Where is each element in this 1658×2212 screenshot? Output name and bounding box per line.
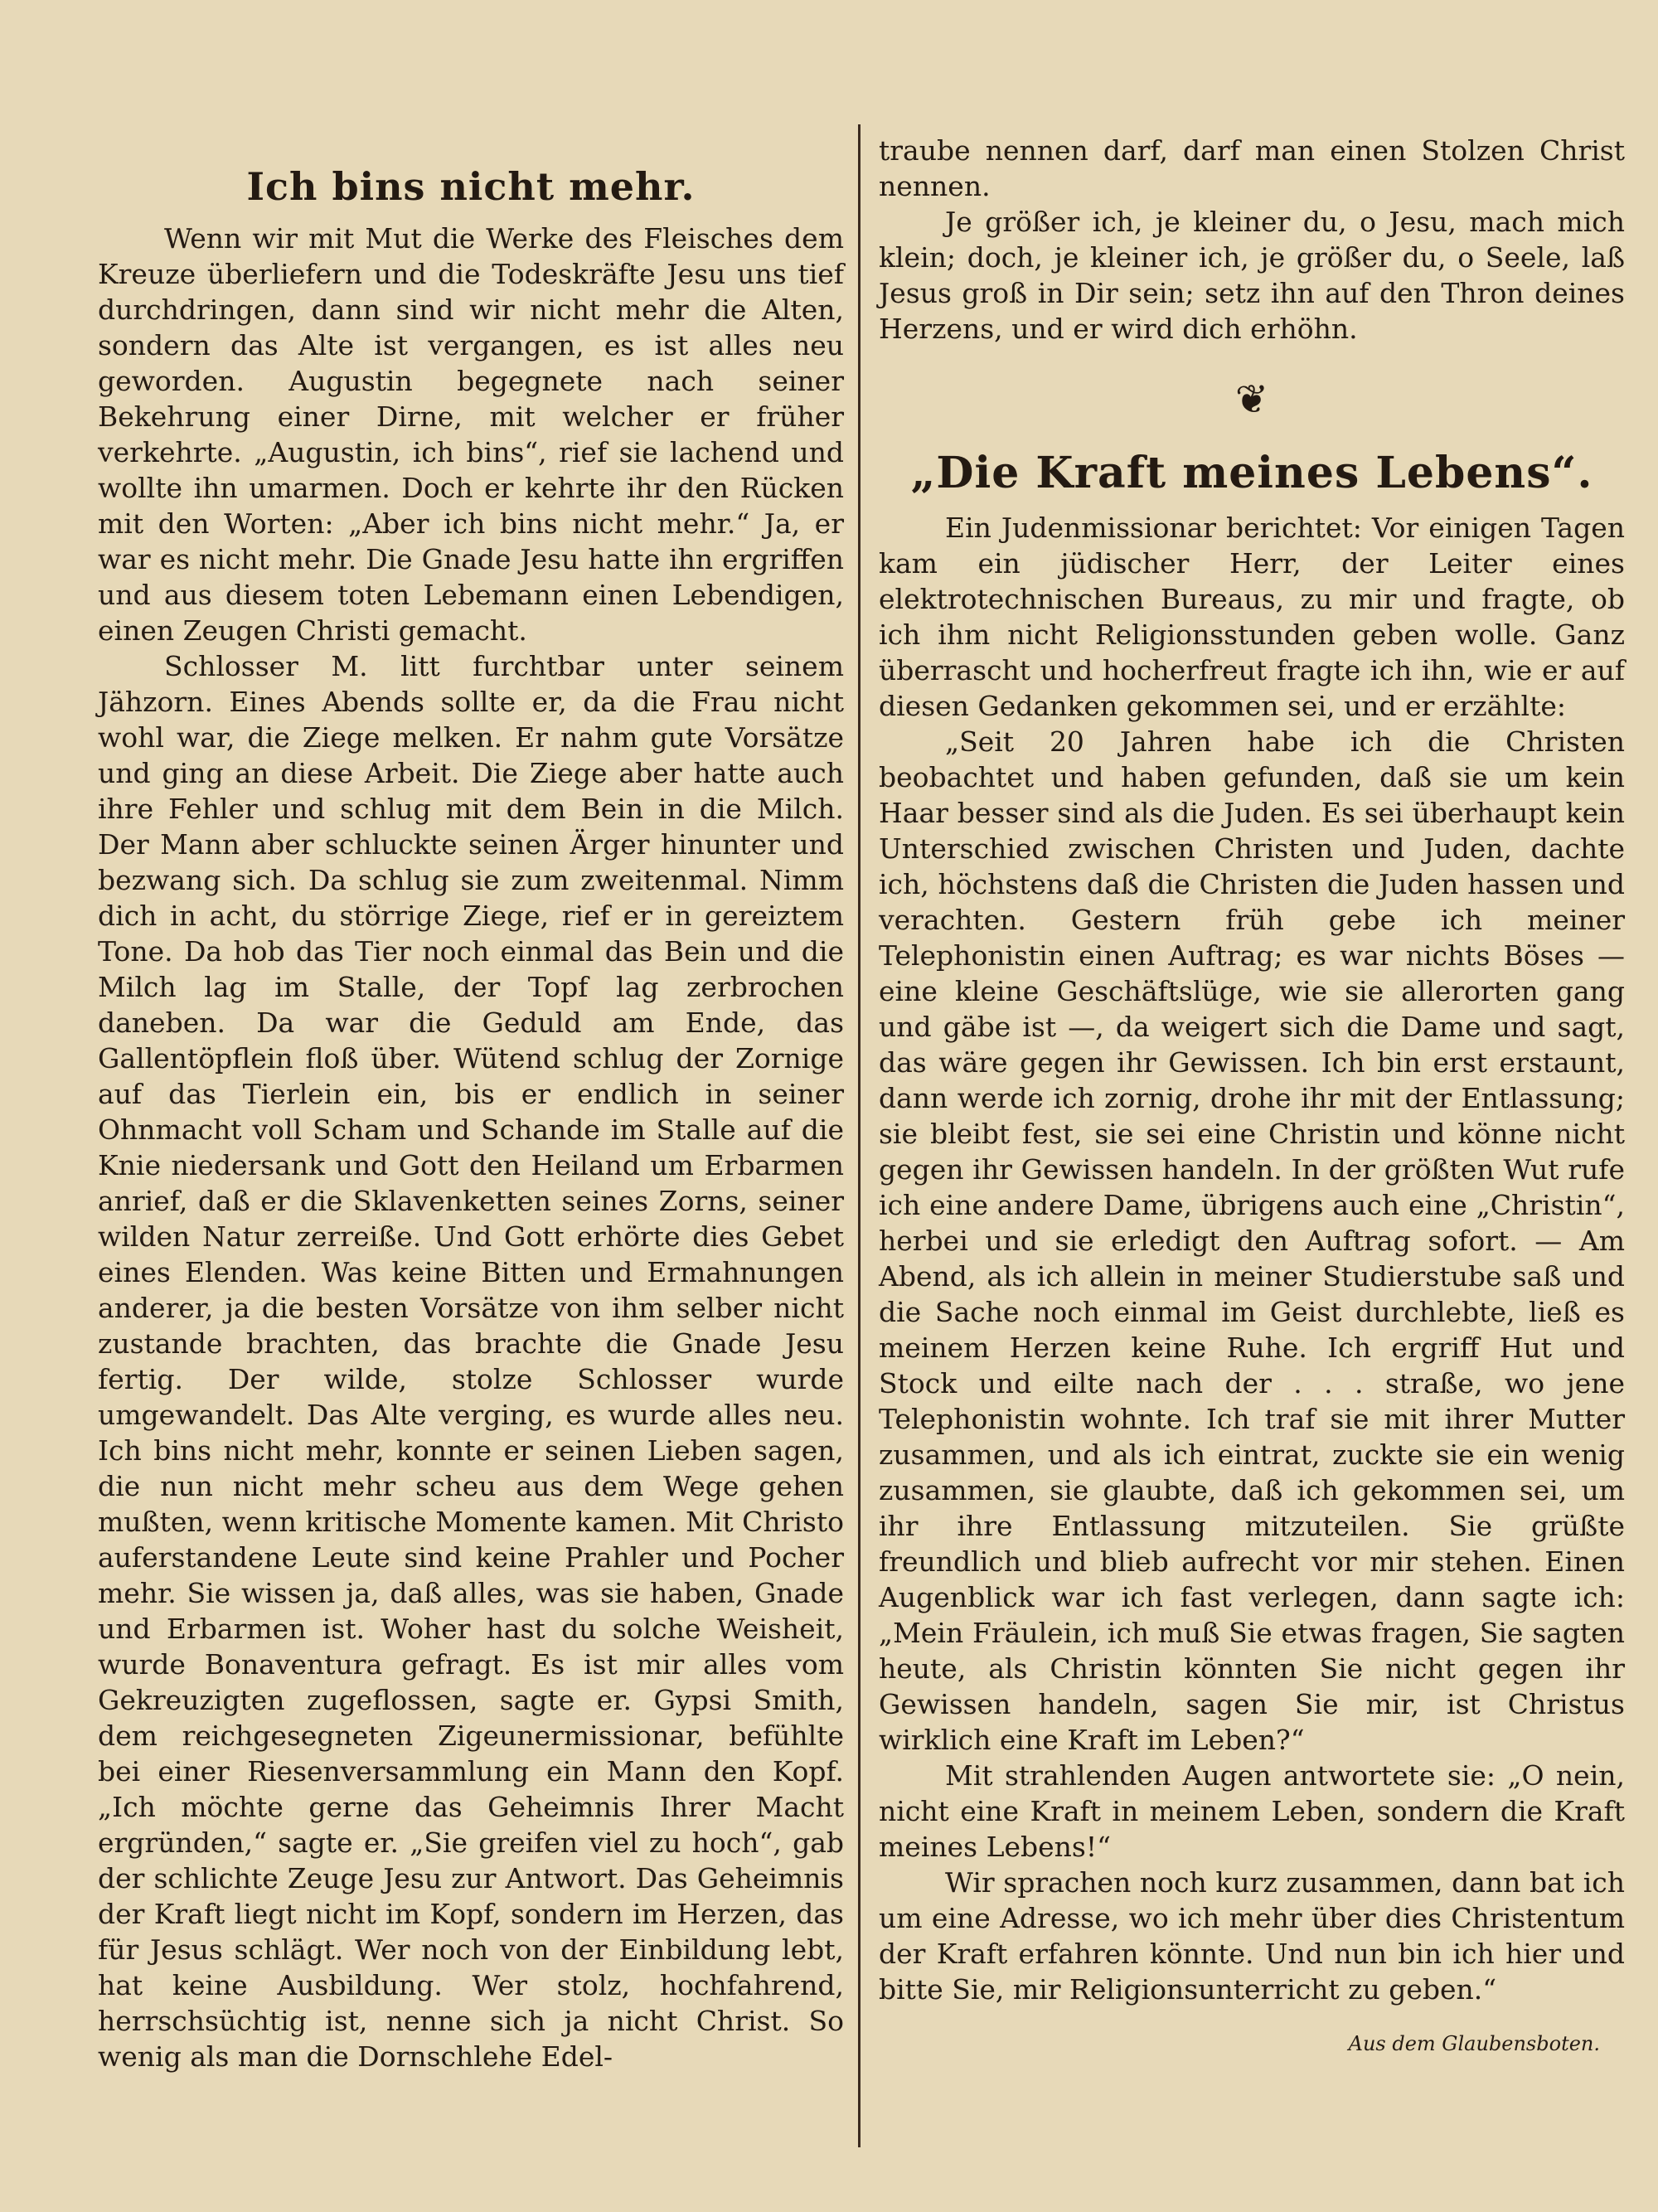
source-credit: Aus dem Glaubensboten. xyxy=(1348,2032,1600,2055)
paragraph: Ein Judenmissionar berichtet: Vor einigen Tagen kam ein jüdischer Herr, der Leiter eines elektrotechnischen Bureaus, zu mir und fragte, ob ich ihm nicht Religionsstunden geben wolle. Ganz überrascht und hocherfreut fragte ich ihn, wie er auf diesen Gedanken gekommen sei, und er erzählte: xyxy=(879,512,1625,722)
article-title-right: „Die Kraft meines Lebens“. xyxy=(910,448,1593,498)
paragraph-continuation: traube nennen darf, darf man einen Stolzen Christ nennen. xyxy=(879,134,1625,202)
paragraph: Wenn wir mit Mut die Werke des Fleisches dem Kreuze überliefern und die Todeskräfte Jesu uns tief durchdringen, dann sind wir nicht mehr die Alten, sondern das Alte ist vergangen, es ist alles neu geworden. Augustin begegnete nach seiner Bekehrung einer Dirne, mit welcher er früher verkehrte. „Augustin, ich bins“, rief sie lachend und wollte ihn umarmen. Doch er kehrte ihr den Rücken mit den Worten: „Aber ich bins nicht mehr.“ Ja, er war es nicht mehr. Die Gnade Jesu hatte ihn ergriffen und aus diesem toten Lebemann einen Lebendigen, einen Zeugen Christi gemacht. xyxy=(98,222,844,647)
paragraph: Schlosser M. litt furchtbar unter seinem Jähzorn. Eines Abends sollte er, da die Frau nicht wohl war, die Ziege melken. Er nahm gute Vorsätze und ging an diese Arbeit. Die Ziege aber hatte auch ihre Fehler und schlug mit dem Bein in die Milch. Der Mann aber schluckte seinen Ärger hinunter und bezwang sich. Da schlug sie zum zweitenmal. Nimm dich in acht, du störrige Ziege, rief er in gereiztem Tone. Da hob das Tier noch einmal das Bein und die Milch lag im Stalle, der Topf lag zerbrochen daneben. Da war die Geduld am Ende, das Gallentöpflein floß über. Wütend schlug der Zornige auf das Tierlein ein, bis er endlich in seiner Ohnmacht voll Scham und Schande im Stalle auf die Knie niedersank und Gott den Heiland um Erbarmen anrief, daß er die Sklavenketten seines Zorns, seiner wilden Natur zerreiße. Und Gott erhörte dies Gebet eines Elenden. Was keine Bitten und Ermahnungen anderer, ja die besten Vorsätze von ihm selber nicht zustande brachten, das brachte die Gnade Jesu fertig. Der wilde, stolze Schlosser wurde umgewandelt. Das Alte verging, es wurde alles neu. Ich bins nicht mehr, konnte er seinen Lieben sagen, die nun nicht mehr scheu aus dem Wege gehen mußten, wenn kritische Momente kamen. Mit Christo auferstandene Leute sind keine Prahler und Pocher mehr. Sie wissen ja, daß alles, was sie haben, Gnade und Erbarmen ist. Woher hast du solche Weisheit, wurde Bonaventura gefragt. Es ist mir alles vom Gekreuzigten zugeflossen, sagte er. Gypsi Smith, dem reichgesegneten Zigeunermissionar, befühlte bei einer Riesenversammlung ein Mann den Kopf. „Ich möchte gerne das Geheimnis Ihrer Macht ergründen,“ sagte er. „Sie greifen viel zu hoch“, gab der schlichte Zeuge Jesu zur Antwort. Das Geheimnis der Kraft liegt nicht im Kopf, sondern im Herzen, das für Jesus schlägt. Wer noch von der Einbildung lebt, hat keine Ausbildung. Wer stolz, hochfahrend, herrschsüchtig ist, nenne sich ja nicht Christ. So wenig als man die Dornschlehe Edel- xyxy=(98,650,844,2073)
right-column xyxy=(879,133,1625,2055)
ornament-icon: ❦ xyxy=(1234,376,1269,423)
paragraph: „Seit 20 Jahren habe ich die Christen beobachtet und haben gefunden, daß sie um kein Haar besser sind als die Juden. Es sei überhaupt kein Unterschied zwischen Christen und Juden, dachte ich, höchstens daß die Christen die Juden hassen und verachten. Gestern früh gebe ich meiner Telephonistin einen Auftrag; es war nichts Böses — eine kleine Geschäftslüge, wie sie allerorten gang und gäbe ist —, da weigert sich die Dame und sagt, das wäre gegen ihr Gewissen. Ich bin erst erstaunt, dann werde ich zornig, drohe ihr mit der Entlassung; sie bleibt fest, sie sei eine Christin und könne nicht gegen ihr Gewissen handeln. In der größten Wut rufe ich eine andere Dame, übrigens auch eine „Christin“, herbei und sie erledigt den Auftrag sofort. — Am Abend, als ich allein in meiner Studierstube saß und die Sache noch einmal im Geist durchlebte, ließ es meinem Herzen keine Ruhe. Ich ergriff Hut und Stock und eilte nach der . . . straße, wo jene Telephonistin wohnte. Ich traf sie mit ihrer Mutter zusammen, und als ich eintrat, zuckte sie ein wenig zusammen, sie glaubte, daß ich gekommen sei, um ihr ihre Entlassung mitzuteilen. Sie grüßte freundlich und blieb aufrecht vor mir stehen. Einen Augenblick war ich fast verlegen, dann sagte ich: „Mein Fräulein, ich muß Sie etwas fragen, Sie sagten heute, als Christin könnten Sie nicht gegen ihr Gewissen handeln, sagen Sie mir, ist Christus wirklich eine Kraft im Leben?“ xyxy=(879,725,1625,1756)
paragraph: Je größer ich, je kleiner du, o Jesu, mach mich klein; doch, je kleiner ich, je größer du, o Seele, laß Jesus groß in Dir sein; setz ihn auf den Thron deines Herzens, und er wird dich erhöhn. xyxy=(879,206,1625,345)
left-column xyxy=(98,124,844,2074)
article-title-left: Ich bins nicht mehr. xyxy=(246,164,696,209)
paragraph: Wir sprachen noch kurz zusammen, dann bat ich um eine Adresse, wo ich mehr über dies Christentum der Kraft erfahren könnte. Und nun bin ich hier und bitte Sie, mir Religionsunterricht zu geben.“ xyxy=(879,1866,1625,2006)
column-divider xyxy=(858,124,861,2147)
paragraph: Mit strahlenden Augen antwortete sie: „O nein, nicht eine Kraft in meinem Leben, sondern die Kraft meines Lebens!“ xyxy=(879,1759,1625,1863)
